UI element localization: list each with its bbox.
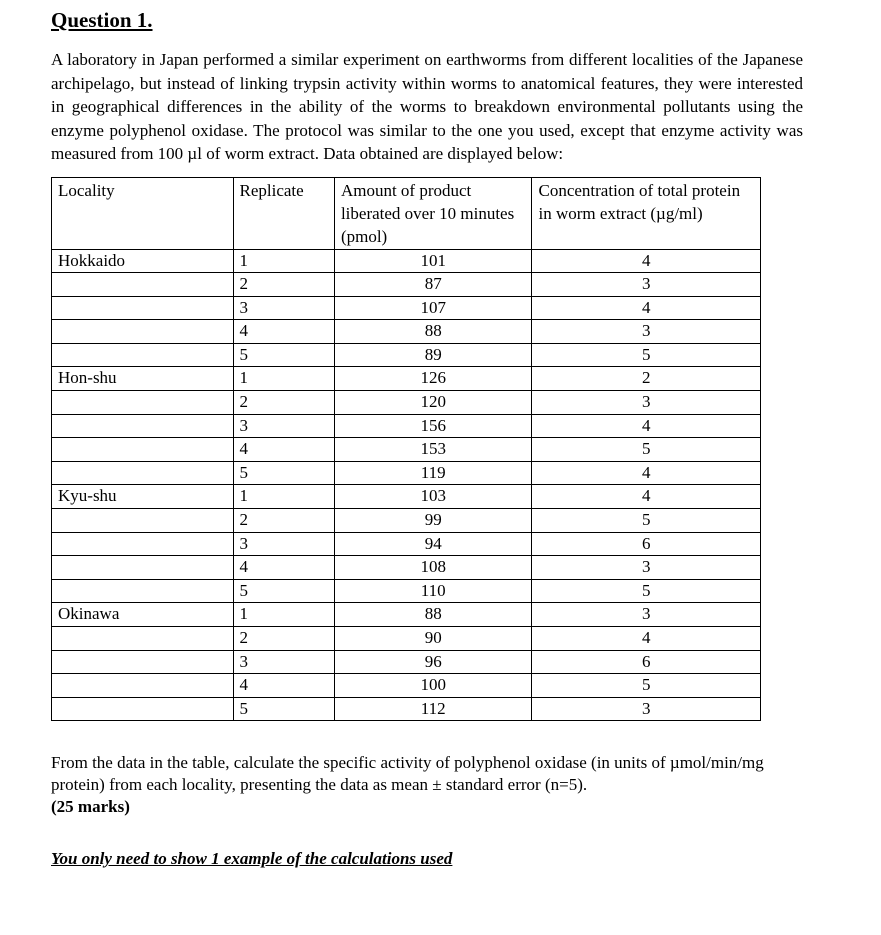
cell-replicate: 5 [233,697,334,721]
table-row [52,532,761,556]
cell-concentration: 4 [532,249,761,273]
cell-concentration: 3 [532,273,761,297]
cell-concentration: 6 [532,532,761,556]
table-body [52,249,761,721]
table-row [52,438,761,462]
cell-amount: 94 [334,532,532,556]
cell-amount: 107 [334,296,532,320]
marks-label: (25 marks) [51,797,130,817]
cell-locality [52,296,234,320]
cell-replicate: 3 [233,296,334,320]
cell-locality [52,627,234,651]
cell-amount: 89 [334,343,532,367]
table-row [52,343,761,367]
cell-concentration: 5 [532,509,761,533]
header-amount: Amount of product liberated over 10 minutes (pmol) [334,177,532,249]
cell-amount: 153 [334,438,532,462]
cell-replicate: 1 [233,485,334,509]
cell-replicate: 4 [233,438,334,462]
table-row [52,650,761,674]
table-row [52,674,761,698]
cell-amount: 100 [334,674,532,698]
table-row [52,249,761,273]
cell-amount: 87 [334,273,532,297]
cell-concentration: 4 [532,296,761,320]
table-row [52,320,761,344]
cell-concentration: 4 [532,414,761,438]
cell-concentration: 2 [532,367,761,391]
cell-replicate: 5 [233,461,334,485]
cell-replicate: 2 [233,391,334,415]
question-instruction: From the data in the table, calculate the specific activity of polyphenol oxidase (in units of µmol/min/mg protein) from each locality, presenting the data as mean ± standard error (n=5). [51,753,764,795]
calculation-note: You only need to show 1 example of the calculations used [51,849,453,869]
cell-amount: 103 [334,485,532,509]
cell-locality [52,697,234,721]
cell-locality: Okinawa [52,603,234,627]
cell-locality [52,343,234,367]
cell-amount: 101 [334,249,532,273]
cell-amount: 108 [334,556,532,580]
question-title: Question 1. [51,8,153,32]
cell-locality [52,674,234,698]
cell-locality: Hon-shu [52,367,234,391]
cell-locality [52,579,234,603]
cell-replicate: 1 [233,367,334,391]
cell-locality [52,532,234,556]
header-locality: Locality [52,177,234,249]
cell-replicate: 4 [233,556,334,580]
header-concentration: Concentration of total protein in worm extract (µg/ml) [532,177,761,249]
cell-concentration: 3 [532,603,761,627]
cell-concentration: 5 [532,579,761,603]
cell-concentration: 4 [532,627,761,651]
cell-replicate: 5 [233,343,334,367]
cell-locality: Hokkaido [52,249,234,273]
table-row [52,579,761,603]
cell-replicate: 4 [233,320,334,344]
cell-locality [52,273,234,297]
cell-locality [52,650,234,674]
cell-locality [52,391,234,415]
header-replicate: Replicate [233,177,334,249]
cell-amount: 112 [334,697,532,721]
cell-replicate: 4 [233,674,334,698]
table-row [52,296,761,320]
cell-locality [52,509,234,533]
cell-amount: 126 [334,367,532,391]
cell-replicate: 1 [233,249,334,273]
table-row [52,603,761,627]
table-row [52,414,761,438]
table-row [52,273,761,297]
table-header-row [52,177,761,249]
question-document [51,6,821,870]
cell-concentration: 5 [532,674,761,698]
cell-replicate: 5 [233,579,334,603]
cell-amount: 120 [334,391,532,415]
table-row [52,627,761,651]
cell-amount: 96 [334,650,532,674]
cell-locality [52,461,234,485]
intro-paragraph: A laboratory in Japan performed a similar experiment on earthworms from different localities of the Japanese archipelago, but instead of linking trypsin activity within worms to anatomical features, they were interested in geographical differences in the ability of the worms to breakdown environmental pollutants using the enzyme polyphenol oxidase. The protocol was similar to the one you used, except that enzyme activity was measured from 100 µl of worm extract. Data obtained are displayed below: [51,50,803,163]
cell-concentration: 4 [532,461,761,485]
cell-replicate: 3 [233,414,334,438]
cell-replicate: 2 [233,509,334,533]
cell-replicate: 3 [233,532,334,556]
cell-locality [52,414,234,438]
cell-concentration: 5 [532,438,761,462]
cell-locality [52,320,234,344]
cell-amount: 90 [334,627,532,651]
question-text [51,752,821,818]
cell-amount: 156 [334,414,532,438]
cell-amount: 88 [334,603,532,627]
cell-amount: 110 [334,579,532,603]
cell-concentration: 4 [532,485,761,509]
cell-amount: 119 [334,461,532,485]
cell-concentration: 3 [532,391,761,415]
cell-concentration: 3 [532,320,761,344]
cell-replicate: 2 [233,273,334,297]
cell-concentration: 6 [532,650,761,674]
cell-concentration: 3 [532,697,761,721]
table-row [52,509,761,533]
table-row [52,367,761,391]
cell-locality [52,556,234,580]
cell-locality [52,438,234,462]
table-row [52,556,761,580]
cell-replicate: 1 [233,603,334,627]
table-row [52,461,761,485]
data-table [51,177,761,722]
cell-replicate: 2 [233,627,334,651]
cell-concentration: 3 [532,556,761,580]
table-row [52,697,761,721]
table-row [52,391,761,415]
cell-locality: Kyu-shu [52,485,234,509]
cell-concentration: 5 [532,343,761,367]
table-row [52,485,761,509]
cell-amount: 99 [334,509,532,533]
cell-amount: 88 [334,320,532,344]
cell-replicate: 3 [233,650,334,674]
